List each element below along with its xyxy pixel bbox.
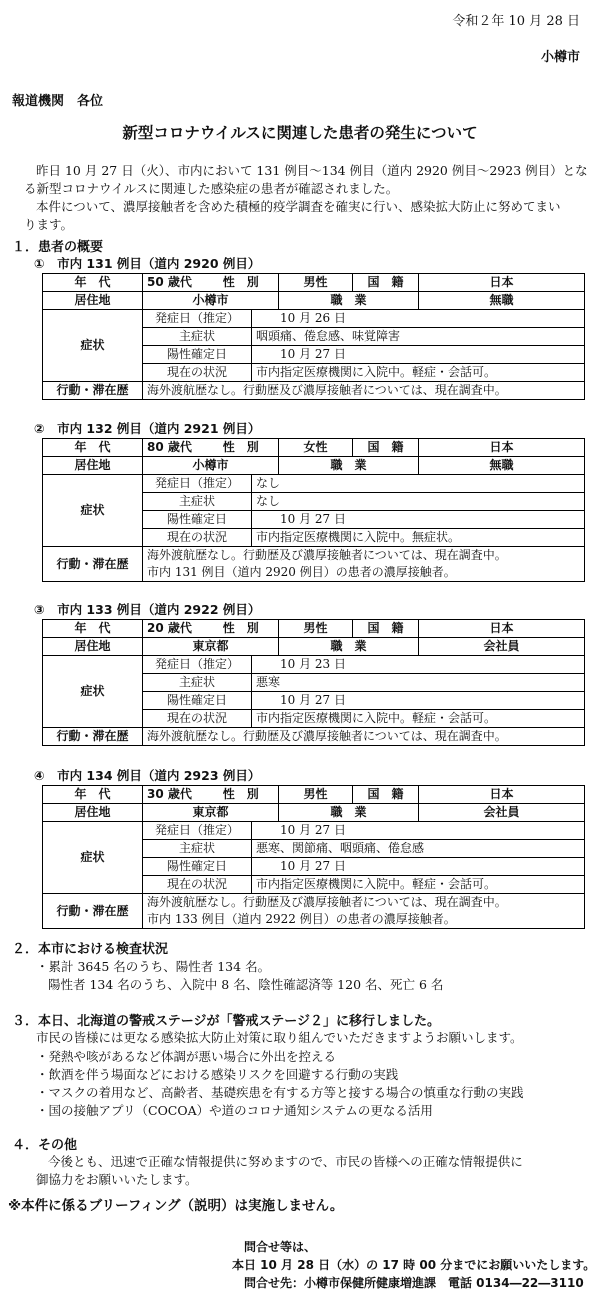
history-value-line2: 市内 131 例目（道内 2920 例目）の患者の濃厚接触者。 — [143, 564, 585, 582]
age-value: 30 歳代 — [143, 786, 204, 804]
status-value: 市内指定医療機関に入院中。無症状。 — [252, 529, 585, 547]
occupation-value: 会社員 — [419, 638, 585, 656]
document-date: 令和２年 10 月 28 日 — [452, 14, 580, 29]
main-symptoms-label: 主症状 — [143, 328, 252, 346]
main-symptoms-label: 主症状 — [143, 493, 252, 511]
patient-heading: ② 市内 132 例目（道内 2921 例目） — [34, 421, 261, 436]
age-value: 20 歳代 — [143, 620, 204, 638]
contact-deadline: 本日 10 月 28 日（水）の 17 時 00 分までにお願いいたします。 — [232, 1258, 596, 1272]
patient-table — [42, 619, 585, 746]
occupation-value: 無職 — [419, 292, 585, 310]
positive-date-value: 10 月 27 日 — [252, 346, 585, 364]
occupation-label: 職 業 — [279, 804, 419, 822]
request-item: ・飲酒を伴う場面などにおける感染リスクを回避する行動の実践 — [36, 1067, 399, 1082]
sex-value: 女性 — [279, 439, 353, 457]
residence-value: 東京都 — [143, 638, 279, 656]
patient-heading: ④ 市内 134 例目（道内 2923 例目） — [34, 768, 261, 783]
residence-label: 居住地 — [43, 804, 143, 822]
onset-label: 発症日（推定） — [143, 822, 252, 840]
sex-label: 性 別 — [204, 620, 279, 638]
positive-date-value: 10 月 27 日 — [252, 858, 585, 876]
briefing-note: ※本件に係るブリーフィング（説明）は実施しません。 — [8, 1198, 344, 1214]
occupation-label: 職 業 — [279, 457, 419, 475]
main-symptoms-value: なし — [252, 493, 585, 511]
onset-label: 発症日（推定） — [143, 656, 252, 674]
status-value: 市内指定医療機関に入院中。軽症・会話可。 — [252, 364, 585, 382]
onset-value: 10 月 27 日 — [252, 822, 585, 840]
residence-label: 居住地 — [43, 292, 143, 310]
onset-label: 発症日（推定） — [143, 310, 252, 328]
section4-text: 今後とも、迅速で正確な情報提供に努めますので、市民の皆様への正確な情報提供に — [48, 1154, 523, 1169]
symptoms-label: 症状 — [43, 822, 143, 894]
contact-intro: 問合せ等は、 — [244, 1240, 317, 1254]
positive-date-label: 陽性確定日 — [143, 511, 252, 529]
recipients: 報道機関 各位 — [12, 94, 104, 109]
age-label: 年 代 — [43, 274, 143, 292]
history-label: 行動・滞在歴 — [43, 894, 143, 929]
nationality-value: 日本 — [419, 620, 585, 638]
status-label: 現在の状況 — [143, 364, 252, 382]
section4-text: 御協力をお願いいたします。 — [36, 1172, 198, 1187]
positive-date-label: 陽性確定日 — [143, 692, 252, 710]
section4-heading: ４．その他 — [12, 1138, 78, 1153]
age-label: 年 代 — [43, 439, 143, 457]
issuer-name: 小樽市 — [540, 50, 580, 65]
sex-label: 性 別 — [204, 439, 279, 457]
patient-table — [42, 438, 585, 582]
occupation-value: 会社員 — [419, 804, 585, 822]
status-label: 現在の状況 — [143, 529, 252, 547]
sex-value: 男性 — [279, 274, 353, 292]
residence-label: 居住地 — [43, 457, 143, 475]
status-value: 市内指定医療機関に入院中。軽症・会話可。 — [252, 876, 585, 894]
onset-value: 10 月 26 日 — [252, 310, 585, 328]
sex-label: 性 別 — [204, 274, 279, 292]
nationality-value: 日本 — [419, 274, 585, 292]
age-label: 年 代 — [43, 786, 143, 804]
status-value: 市内指定医療機関に入院中。軽症・会話可。 — [252, 710, 585, 728]
patient-table — [42, 785, 585, 929]
history-value: 海外渡航歴なし。行動歴及び濃厚接触者については、現在調査中。 — [143, 547, 585, 565]
symptoms-label: 症状 — [43, 310, 143, 382]
positive-date-value: 10 月 27 日 — [252, 692, 585, 710]
history-value-line2: 市内 133 例目（道内 2922 例目）の患者の濃厚接触者。 — [143, 911, 585, 929]
status-label: 現在の状況 — [143, 876, 252, 894]
section3-heading: ３．本日、北海道の警戒ステージが「警戒ステージ２」に移行しました。 — [12, 1014, 440, 1029]
status-label: 現在の状況 — [143, 710, 252, 728]
request-item: ・発熱や咳があるなど体調が悪い場合に外出を控える — [36, 1049, 337, 1064]
residence-value: 小樽市 — [143, 292, 279, 310]
history-value: 海外渡航歴なし。行動歴及び濃厚接触者については、現在調査中。 — [143, 382, 585, 400]
positive-date-label: 陽性確定日 — [143, 346, 252, 364]
history-label: 行動・滞在歴 — [43, 382, 143, 400]
section3-intro: 市民の皆様には更なる感染拡大防止対策に取り組んでいただきますようお願いします。 — [36, 1030, 523, 1045]
positive-date-label: 陽性確定日 — [143, 858, 252, 876]
contact-info: 問合せ先：小樽市保健所健康増進課 電話 0134―22―3110 — [244, 1276, 584, 1290]
intro-paragraph — [24, 162, 588, 234]
age-label: 年 代 — [43, 620, 143, 638]
intro-line: る新型コロナウイルスに関連した感染症の患者が確認されました。 — [24, 181, 399, 196]
nationality-label: 国 籍 — [353, 620, 419, 638]
patient-heading: ① 市内 131 例目（道内 2920 例目） — [34, 256, 261, 271]
occupation-value: 無職 — [419, 457, 585, 475]
sex-value: 男性 — [279, 786, 353, 804]
request-item: ・マスクの着用など、高齢者、基礎疾患を有する方等と接する場合の慎重な行動の実践 — [36, 1085, 524, 1100]
positive-date-value: 10 月 27 日 — [252, 511, 585, 529]
test-breakdown: 陽性者 134 名のうち、入院中 8 名、陰性確認済等 120 名、死亡 6 名 — [48, 977, 444, 992]
nationality-label: 国 籍 — [353, 274, 419, 292]
patient-heading: ③ 市内 133 例目（道内 2922 例目） — [34, 602, 261, 617]
history-value: 海外渡航歴なし。行動歴及び濃厚接触者については、現在調査中。 — [143, 728, 585, 746]
nationality-value: 日本 — [419, 786, 585, 804]
intro-line: 本件について、濃厚接触者を含めた積極的疫学調査を確実に行い、感染拡大防止に努めてまい — [36, 199, 561, 214]
history-label: 行動・滞在歴 — [43, 547, 143, 582]
symptoms-label: 症状 — [43, 475, 143, 547]
nationality-value: 日本 — [419, 439, 585, 457]
page-title: 新型コロナウイルスに関連した患者の発生について — [122, 124, 478, 142]
occupation-label: 職 業 — [279, 292, 419, 310]
nationality-label: 国 籍 — [353, 786, 419, 804]
residence-value: 東京都 — [143, 804, 279, 822]
intro-line: 昨日 10 月 27 日（火）、市内において 131 例目〜134 例目（道内 2920 例目〜2923 例目）とな — [36, 163, 588, 178]
sex-value: 男性 — [279, 620, 353, 638]
section1-heading: １．患者の概要 — [12, 240, 104, 255]
onset-label: 発症日（推定） — [143, 475, 252, 493]
main-symptoms-value: 悪寒 — [252, 674, 585, 692]
section2-heading: ２．本市における検査状況 — [12, 942, 169, 957]
main-symptoms-label: 主症状 — [143, 674, 252, 692]
main-symptoms-value: 悪寒、関節痛、咽頭痛、倦怠感 — [252, 840, 585, 858]
history-label: 行動・滞在歴 — [43, 728, 143, 746]
onset-value: 10 月 23 日 — [252, 656, 585, 674]
main-symptoms-value: 咽頭痛、倦怠感、味覚障害 — [252, 328, 585, 346]
symptoms-label: 症状 — [43, 656, 143, 728]
intro-line: ります。 — [24, 217, 74, 232]
sex-label: 性 別 — [204, 786, 279, 804]
residence-value: 小樽市 — [143, 457, 279, 475]
age-value: 80 歳代 — [143, 439, 204, 457]
main-symptoms-label: 主症状 — [143, 840, 252, 858]
onset-value: なし — [252, 475, 585, 493]
residence-label: 居住地 — [43, 638, 143, 656]
occupation-label: 職 業 — [279, 638, 419, 656]
nationality-label: 国 籍 — [353, 439, 419, 457]
history-value: 海外渡航歴なし。行動歴及び濃厚接触者については、現在調査中。 — [143, 894, 585, 912]
test-total: ・累計 3645 名のうち、陽性者 134 名。 — [36, 959, 271, 974]
patient-table — [42, 273, 585, 400]
request-item: ・国の接触アプリ（COCOA）や道のコロナ通知システムの更なる活用 — [36, 1103, 433, 1118]
age-value: 50 歳代 — [143, 274, 204, 292]
